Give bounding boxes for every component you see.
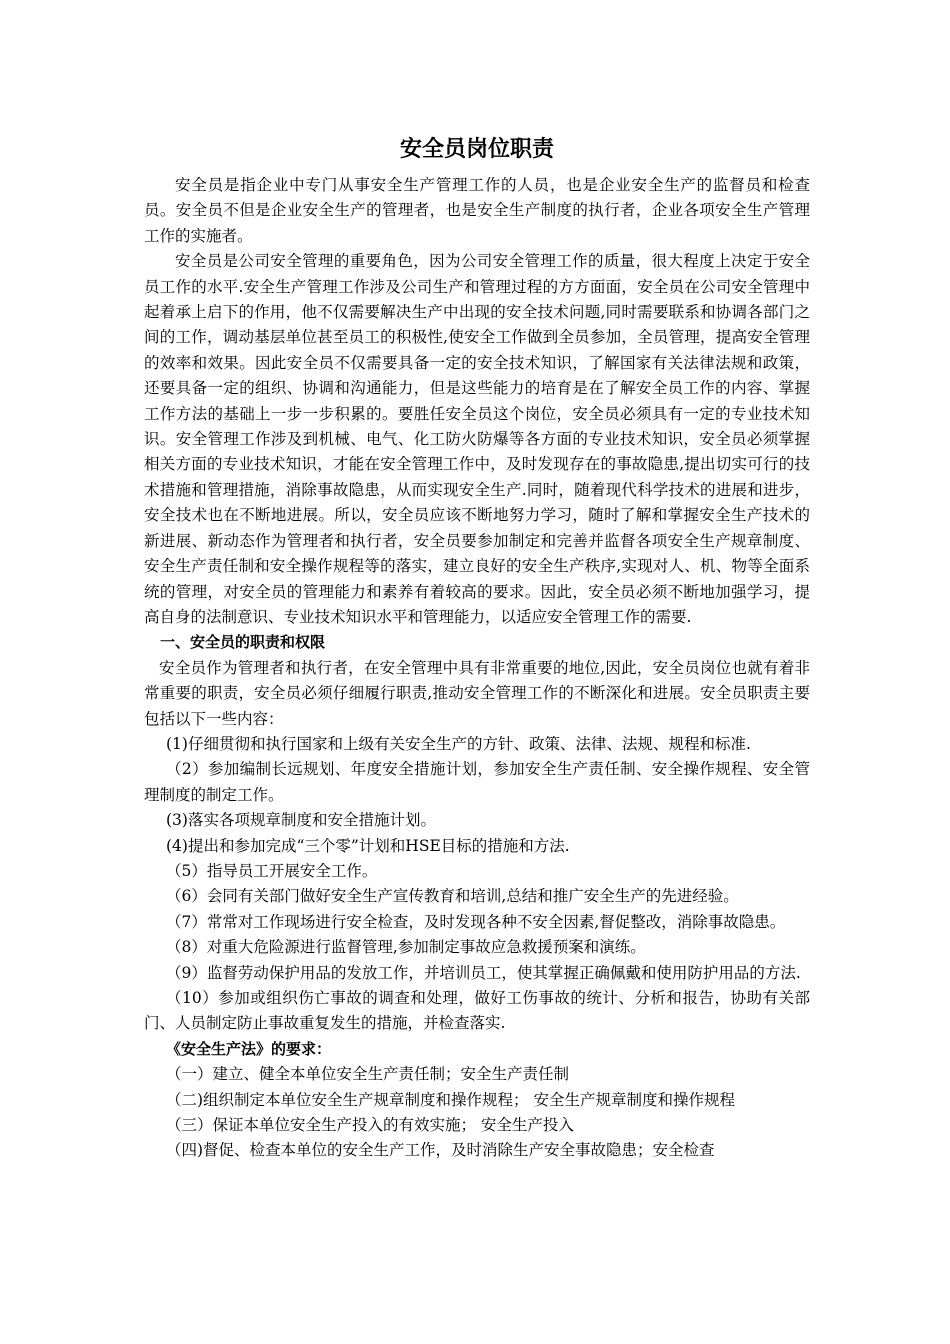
duty-item-7: （7）常常对工作现场进行安全检查，及时发现各种不安全因素,督促整改，消除事故隐患。 (166, 912, 786, 931)
document-page (144, 133, 810, 1164)
section-heading-law: 《安全生产法》的要求： (166, 1039, 332, 1058)
law-item-2: （二)组织制定本单位安全生产规章制度和操作规程； 安全生产规章制度和操作规程 (166, 1090, 735, 1109)
intro-paragraph-2: 安全员是公司安全管理的重要角色，因为公司安全管理工作的质量，很大程度上决定于安全员工作的水平.安全生产管理工作涉及公司生产和管理过程的方方面面，安全员在公司安全管理中起着承上启下的作用，他不仅需要解决生产中出现的安全技术问题,同时需要联系和协调各部门之间的工作，调动基层单位甚至员工的积极性,使安全工作做到全员参加，全员管理，提高安全管理的效率和效果。因此安全员不仅需要具备一定的安全技术知识，了解国家有关法律法规和政策，还要具备一定的组织、协调和沟通能力，但是这些能力的培育是在了解安全员工作的内容、掌握工作方法的基础上一步一步积累的。要胜任安全员这个岗位，安全员必须具有一定的专业技术知识。安全管理工作涉及到机械、电气、化工防火防爆等各方面的专业技术知识，安全员必须掌握相关方面的专业技术知识，才能在安全管理工作中，及时发现存在的事故隐患,提出切实可行的技术措施和管理措施，消除事故隐患，从而实现安全生产.同时，随着现代科学技术的进展和进步，安全技术也在不断地进展。所以，安全员应该不断地努力学习，随时了解和掌握安全生产技术的新进展、新动态作为管理者和执行者，安全员要参加制定和完善并监督各项安全生产规章制度、安全生产责任制和安全操作规程等的落实，建立良好的安全生产秩序,实现对人、机、物等全面系统的管理，对安全员的管理能力和素养有着较高的要求。因此，安全员必须不断地加强学习，提高自身的法制意识、专业技术知识水平和管理能力，以适应安全管理工作的需要. (144, 252, 810, 626)
duty-item-2: （2）参加编制长远规划、年度安全措施计划，参加安全生产责任制、安全操作规程、安全管理制度的制定工作。 (144, 760, 810, 804)
law-item-3: （三）保证本单位安全生产投入的有效实施； 安全生产投入 (166, 1116, 574, 1135)
duty-item-5: （5）指导员工开展安全工作。 (166, 861, 378, 880)
law-item-4: （四)督促、检查本单位的安全生产工作，及时消除生产安全事故隐患；安全检查 (166, 1141, 715, 1160)
section-intro-duties: 安全员作为管理者和执行者，在安全管理中具有非常重要的地位,因此，安全员岗位也就有着非常重要的职责，安全员必须仔细履行职责,推动安全管理工作的不断深化和进展。安全员职责主要包括以下一些内容： (144, 658, 810, 728)
duty-item-1: (1)仔细贯彻和执行国家和上级有关安全生产的方针、政策、法律、法规、规程和标准. (166, 734, 751, 753)
duty-item-3: (3)落实各项规章制度和安全措施计划。 (166, 811, 436, 830)
law-item-1: （一）建立、健全本单位安全生产责任制；安全生产责任制 (166, 1065, 570, 1084)
section-heading-duties: 一、安全员的职责和权限 (160, 633, 326, 652)
intro-paragraph-1: 安全员是指企业中专门从事安全生产管理工作的人员，也是企业安全生产的监督员和检查员。安全员不但是企业安全生产的管理者，也是安全生产制度的执行者，企业各项安全生产管理工作的实施者。 (144, 176, 810, 245)
duty-item-4: (4)提出和参加完成“三个零”计划和HSE目标的措施和方法. (166, 836, 570, 855)
duty-item-8: （8）对重大危险源进行监督管理,参加制定事故应急救援预案和演练。 (166, 938, 646, 957)
duty-item-9: （9）监督劳动保护用品的发放工作，并培训员工，使其掌握正确佩戴和使用防护用品的方法. (166, 963, 801, 982)
document-title: 安全员岗位职责 (399, 137, 554, 162)
duty-item-10: （10）参加或组织伤亡事故的调查和处理，做好工伤事故的统计、分析和报告，协助有关部门、人员制定防止事故重复发生的措施，并检查落实. (144, 989, 810, 1033)
duty-item-6: （6）会同有关部门做好安全生产宣传教育和培训,总结和推广安全生产的先进经验。 (166, 887, 739, 906)
